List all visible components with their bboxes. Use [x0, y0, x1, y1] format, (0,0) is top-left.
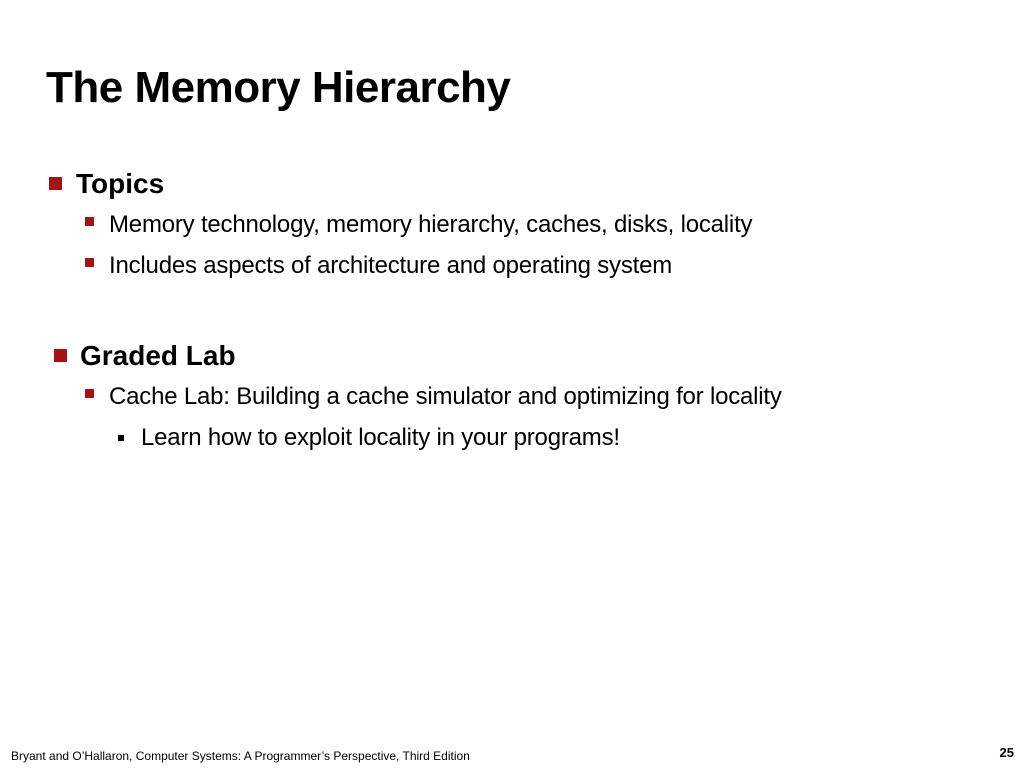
small-square-bullet-icon: [118, 435, 124, 441]
bullet-item: [0, 204, 1024, 245]
section-heading-topics: [0, 164, 1024, 204]
bullet-item: [0, 245, 1024, 286]
sub-bullet-item-text: Learn how to exploit locality in your programs!: [141, 424, 620, 451]
sub-bullet-item: [0, 417, 1024, 458]
section-topics: [0, 164, 1024, 286]
square-bullet-icon: [54, 349, 67, 362]
square-bullet-icon: [49, 177, 62, 190]
section-heading-text: Topics: [76, 168, 165, 199]
slide-title: The Memory Hierarchy: [46, 63, 511, 112]
section-heading-text: Graded Lab: [80, 340, 236, 371]
section-graded-lab: [0, 336, 1024, 458]
square-bullet-icon: [85, 217, 94, 226]
bullet-item-text: Memory technology, memory hierarchy, caches, disks, locality: [109, 211, 753, 238]
bullet-item-text: Includes aspects of architecture and operating system: [109, 252, 673, 279]
section-heading-graded-lab: [0, 336, 1024, 376]
page-number: 25: [999, 745, 1014, 760]
square-bullet-icon: [85, 389, 94, 398]
footer-citation: Bryant and O’Hallaron, Computer Systems: A Programmer’s Perspective, Third Edition: [11, 749, 470, 763]
bullet-item: [0, 376, 1024, 417]
bullet-item-text: Cache Lab: Building a cache simulator and optimizing for locality: [109, 383, 782, 410]
square-bullet-icon: [85, 258, 94, 267]
